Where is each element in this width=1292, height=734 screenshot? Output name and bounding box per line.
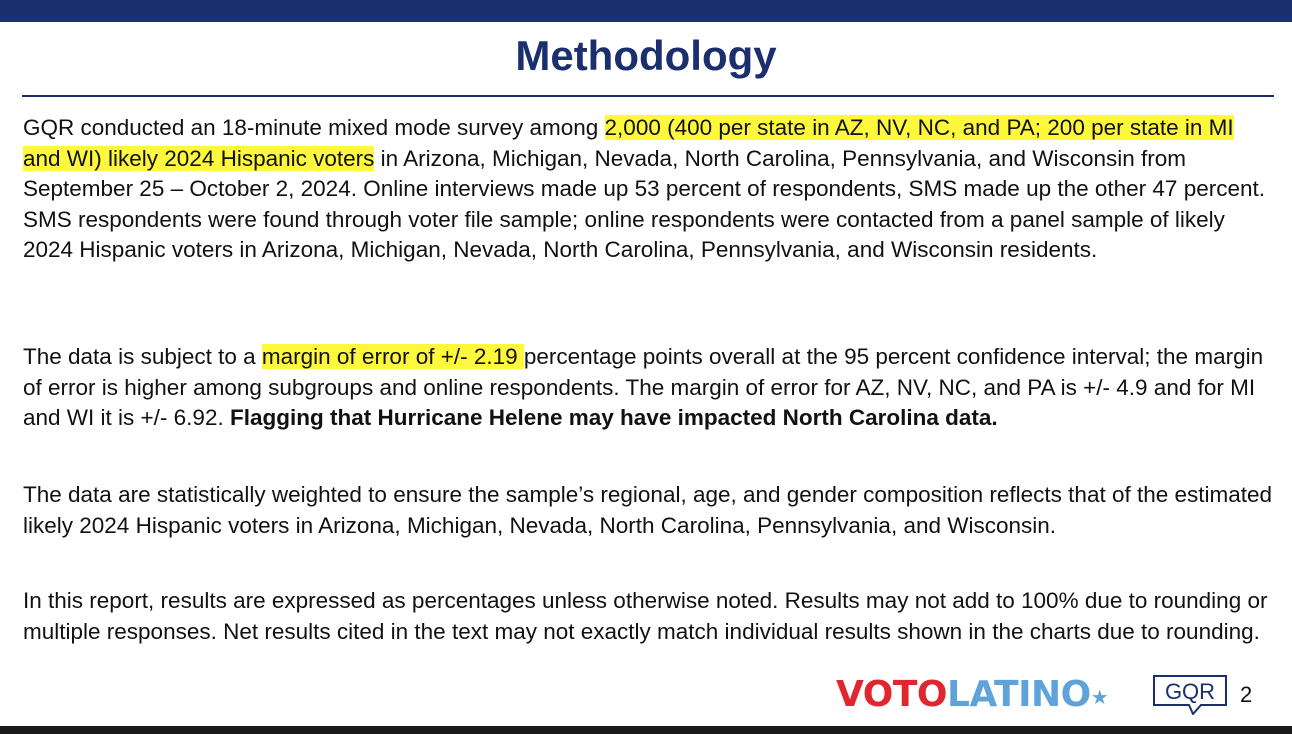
paragraph-margin-of-error xyxy=(23,342,1273,434)
logo-gqr-text: GQR xyxy=(1164,679,1216,704)
top-banner-bar xyxy=(0,0,1292,22)
p1-text-before: GQR conducted an 18-minute mixed mode survey among xyxy=(23,115,605,140)
paragraph-survey-design xyxy=(23,113,1273,266)
star-icon: ★ xyxy=(1090,685,1109,709)
logo-latino-text: LATINO xyxy=(947,674,1091,715)
bottom-bar xyxy=(0,726,1292,734)
title-divider xyxy=(22,95,1274,97)
p2-bold-flag: Flagging that Hurricane Helene may have impacted North Carolina data. xyxy=(229,405,998,431)
gqr-logo xyxy=(1153,675,1227,715)
logo-voto-text: VOTO xyxy=(836,674,947,715)
page-title: Methodology xyxy=(515,32,777,79)
paragraph-rounding-note: In this report, results are expressed as percentages unless otherwise noted. Results may not add to 100% due to rounding or multiple responses. Net results cited in the text may not exactly match individual results shown in the charts due to rounding. xyxy=(23,588,1268,644)
paragraph-weighting: The data are statistically weighted to ensure the sample’s regional, age, and gender composition reflects that of the estimated likely 2024 Hispanic voters in Arizona, Michigan, Nevada, North Carolina, Pennsylvania, and Wisconsin. xyxy=(23,482,1273,538)
voto-latino-logo xyxy=(836,672,1108,718)
p1-text-after: in Arizona, Michigan, Nevada, North Carolina, Pennsylvania, and Wisconsin from September 25 – October 2, 2024. Online interviews made up 53 percent of respondents, SMS made up the other 47 percent. SMS respondents were found through voter file sample; online respondents were contacted from a panel sample of likely 2024 Hispanic voters in Arizona, Michigan, Nevada, North Carolina, Pennsylvania, and Wisconsin residents. xyxy=(23,145,1265,263)
p2-text-before: The data is subject to a xyxy=(23,344,262,369)
footer xyxy=(0,672,1292,718)
p2-highlight-margin: margin of error of +/- 2.19 xyxy=(261,344,524,369)
p2-text-after: percentage points overall at the 95 percent confidence interval; the margin of error is higher among subgroups and online respondents. The margin of error for AZ, NV, NC, and PA is +/- 4.9 and for MI and WI it is +/- 6.92. xyxy=(23,344,1264,431)
page-number: 2 xyxy=(1240,682,1253,707)
p1-highlight-sample-size: 2,000 (400 per state in AZ, NV, NC, and PA; 200 per state in MI and WI) likely 2024 Hispanic voters xyxy=(23,115,1234,171)
